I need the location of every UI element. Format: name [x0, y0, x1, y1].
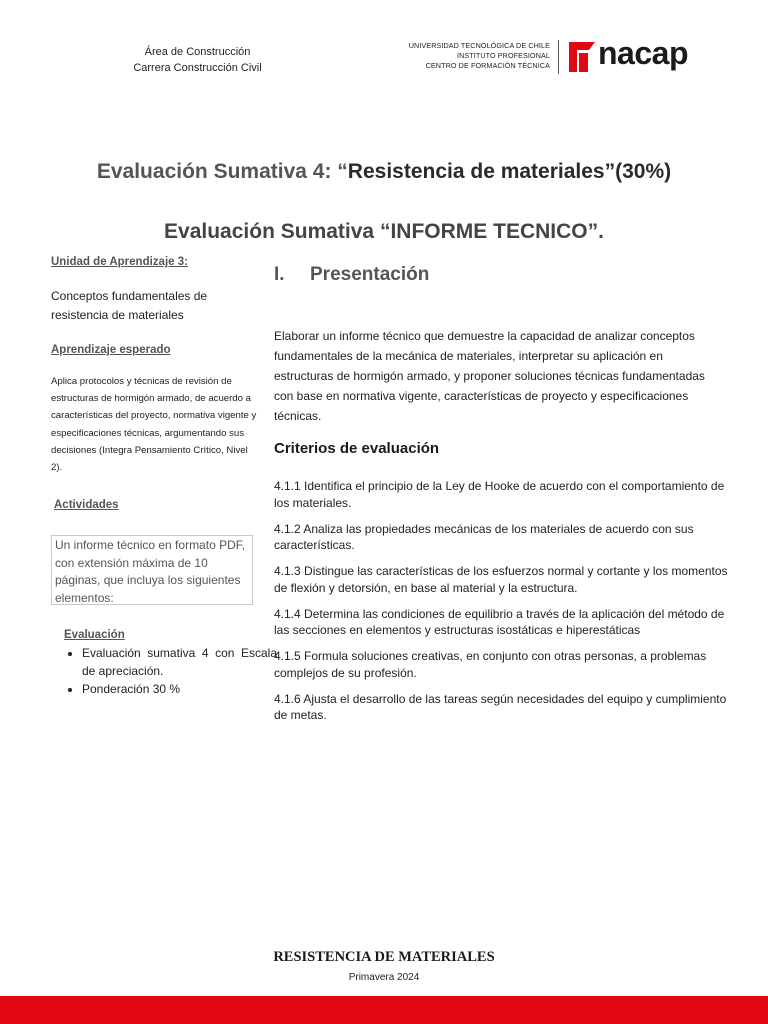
unit-text: Conceptos fundamentales de resistencia de materiales	[51, 289, 208, 322]
activities-box: Un informe técnico en formato PDF, con extensión máxima de 10 páginas, que incluya los siguientes elementos:	[51, 535, 253, 605]
title-prefix: Evaluación Sumativa 4: “	[96, 160, 348, 183]
evaluation-heading: Evaluación	[64, 629, 125, 641]
institution-line: UNIVERSIDAD TECNOLÓGICA DE CHILE	[408, 41, 550, 50]
area-label: Área de Construcción	[144, 46, 251, 58]
footer-title: RESISTENCIA DE MATERIALES	[273, 949, 495, 965]
criterion-item: 4.1.1 Identifica el principio de la Ley de Hooke de acuerdo con el comportamiento de los materiales.	[274, 479, 725, 510]
criteria-list	[274, 478, 734, 733]
criterion-item: 4.1.5 Formula soluciones creativas, en conjunto con otras personas, a problemas complejos de su profesión.	[274, 649, 707, 680]
section-number: I.	[274, 264, 285, 285]
criterion-item: 4.1.6 Ajusta el desarrollo de las tareas según necesidades del equipo y cumplimiento de metas.	[274, 691, 727, 722]
logo-wordmark: nacap	[598, 35, 688, 71]
footer-color-bar	[0, 996, 768, 1024]
list-item: • Evaluación sumativa 4 con Escala de apreciación.	[82, 644, 277, 680]
header-divider	[558, 40, 559, 74]
institution-line: CENTRO DE FORMACIÓN TÉCNICA	[425, 61, 550, 70]
presentation-text: Elaborar un informe técnico que demuestre la capacidad de analizar conceptos fundamentales de la mecánica de materiales, interpretar su aplicación en estructuras de hormigón armado, y proponer soluciones técnicas fundamentadas con base en normativa vigente, características de proyecto y especificaciones técnicas.	[274, 329, 705, 423]
criterion-item: 4.1.3 Distingue las características de los esfuerzos normal y cortante y los momentos de flexión y detorsión, en base al material y la estructura.	[274, 564, 728, 595]
expected-learning-heading: Aprendizaje esperado	[51, 344, 171, 356]
list-item: • Ponderación 30 %	[82, 680, 277, 698]
career-label: Carrera Construcción Civil	[133, 62, 262, 74]
title-main: Resistencia de materiales”(30%)	[347, 160, 672, 183]
section-title	[274, 264, 429, 286]
header-department	[100, 44, 295, 76]
footer-subtitle: Primavera 2024	[348, 972, 420, 983]
inacap-logo-mark-icon	[567, 40, 601, 74]
criterion-item: 4.1.4 Determina las condiciones de equilibrio a través de la aplicación del método de las secciones en elementos y estructuras isostáticas e hiperestáticas	[274, 606, 725, 637]
expected-learning-text: Aplica protocolos y técnicas de revisión de estructuras de hormigón armado, de acuerdo a características del proyecto, normativa vigente y especificaciones técnicas, argumentando sus decisiones (Integra Pensamiento Crítico, Nivel 2).	[51, 376, 257, 474]
institution-line: INSTITUTO PROFESIONAL	[456, 51, 550, 60]
section-title-text: Presentación	[310, 264, 430, 285]
activities-heading: Actividades	[54, 499, 119, 511]
evaluation-subtitle: Evaluación Sumativa “INFORME TECNICO”.	[164, 220, 604, 243]
inacap-logo	[567, 35, 712, 80]
unit-heading: Unidad de Aprendizaje 3:	[51, 256, 188, 268]
criterion-item: 4.1.2 Analiza las propiedades mecánicas de los materiales de acuerdo con sus características.	[274, 521, 694, 552]
criteria-heading: Criterios de evaluación	[274, 440, 440, 457]
evaluation-title	[60, 158, 708, 186]
evaluation-list	[62, 644, 277, 698]
institution-block	[380, 41, 550, 71]
